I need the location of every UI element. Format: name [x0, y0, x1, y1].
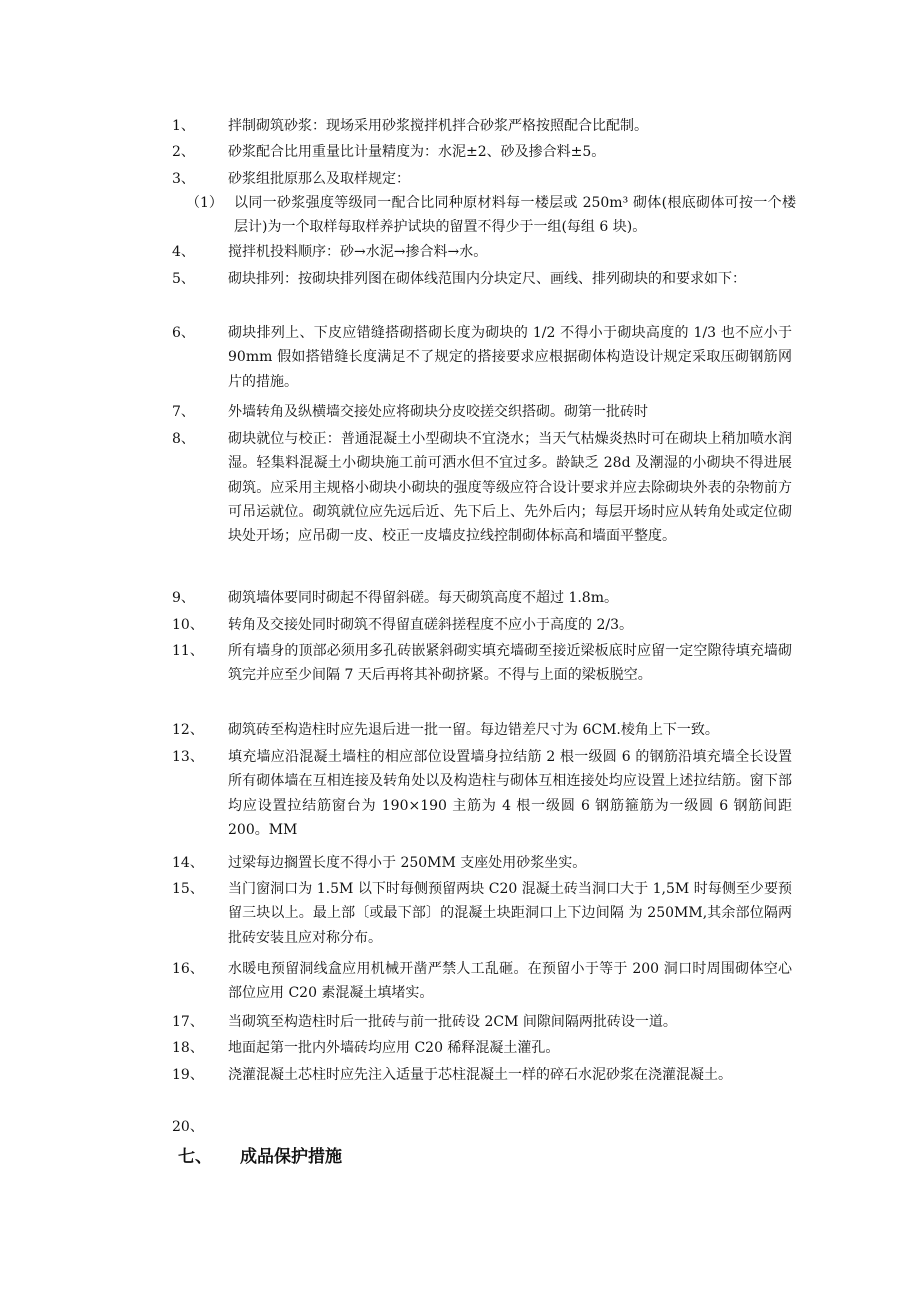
item-number: 11、: [172, 643, 204, 659]
item-number: 12、: [172, 722, 204, 738]
item-number: 4、: [172, 244, 195, 260]
item-number: 3、: [172, 171, 195, 187]
item-text: 当门窗洞口为 1.5M 以下时每侧预留两块 C20 混凝土砖当洞口大于 1,5M 时每侧至少要预留三块以上。最上部〔或最下部〕的混凝土块距洞口上下边间隔 为 250MM,其余部位隔两批砖安装且应对称分布。: [228, 881, 792, 946]
item-number: 5、: [172, 271, 195, 287]
item-number: （1）: [186, 195, 223, 211]
item-text: 砂浆组批原那么及取样规定：: [228, 171, 410, 187]
item-text: 砌筑砖至构造柱时应先退后进一批一留。每边错差尺寸为 6CM.棱角上下一致。: [228, 722, 719, 738]
section-title: 成品保护措施: [240, 1147, 342, 1167]
item-text: 砌块就位与校正：普通混凝土小型砌块不宜浇水；当天气枯燥炎热时可在砌块上稍加喷水润湿。轻集料混凝土小砌块施工前可洒水但不宜过多。龄缺乏 28d 及潮湿的小砌块不得进展砌筑。应采用主规格小砌块小砌块的强度等级应符合设计要求并应去除砌块外表的杂物前方可吊运就位。砌筑就位应先远后近、先下后上、先外后内；每层开场时应从转角处或定位砌块处开场；应吊砌一皮、校正一皮墙皮拉线控制砌体标高和墙面平整度。: [228, 431, 792, 545]
item-number: 14、: [172, 855, 204, 871]
item-number: 7、: [172, 404, 195, 420]
item-text: 地面起第一批内外墙砖均应用 C20 稀释混凝土灌孔。: [228, 1040, 560, 1056]
item-number: 18、: [172, 1040, 204, 1056]
item-text: 转角及交接处同时砌筑不得留直磋斜搓程度不应小于高度的 2/3。: [228, 617, 633, 633]
section-number: 七、: [178, 1147, 212, 1167]
item-text: 砌筑墙体要同时砌起不得留斜磋。每天砌筑高度不超过 1.8m。: [228, 590, 618, 606]
item-text: 所有墙身的顶部必须用多孔砖嵌紧斜砌实填充墙砌至接近梁板底时应留一定空隙待填充墙砌筑完并应至少间隔 7 天后再将其补砌挤紧。不得与上面的梁板脱空。: [228, 643, 792, 684]
item-text: 当砌筑至构造柱时后一批砖与前一批砖设 2CM 间隙间隔两批砖设一道。: [228, 1014, 677, 1030]
item-text: 砌块排列上、下皮应错缝搭砌搭砌长度为砌块的 1/2 不得小于砌块高度的 1/3 也不应小于 90mm 假如搭错缝长度满足不了规定的搭接要求应根据砌体构造设计规定采取压砌钢筋网片的措施。: [228, 325, 792, 390]
item-number: 9、: [172, 590, 195, 606]
item-number: 1、: [172, 118, 195, 134]
item-text: 砂浆配合比用重量比计量精度为：水泥±2、砂及掺合料±5。: [228, 144, 606, 160]
item-number: 8、: [172, 431, 195, 447]
item-text: 砌块排列：按砌块排列图在砌体线范围内分块定尺、画线、排列砌块的和要求如下：: [228, 271, 746, 287]
item-number: 19、: [172, 1067, 204, 1083]
item-number: 13、: [172, 749, 204, 765]
item-text: 外墙转角及纵横墙交接处应将砌块分皮咬搓交织搭砌。砌第一批砖时: [228, 404, 648, 420]
item-number: 6、: [172, 325, 195, 341]
item-text: 搅拌机投料顺序：砂→水泥→掺合料→水。: [228, 244, 488, 260]
item-number: 15、: [172, 881, 204, 897]
item-text: 水暖电预留洞线盒应用机械开凿严禁人工乱砸。在预留小于等于 200 洞口时周围砌体空心部位应用 C20 素混凝土填堵实。: [228, 961, 792, 1002]
item-number: 20、: [172, 1119, 204, 1135]
item-text: 以同一砂浆强度等级同一配合比同种原材料每一楼层或 250m³ 砌体(根底砌体可按一个楼层计)为一个取样每取样养护试块的留置不得少于一组(每组 6 块)。: [234, 195, 796, 236]
item-text: 拌制砌筑砂浆：现场采用砂浆搅拌机拌合砂浆严格按照配合比配制。: [228, 118, 648, 134]
item-text: 填充墙应沿混凝土墙柱的相应部位设置墙身拉结筋 2 根一级圆 6 的钢筋沿填充墙全长设置所有砌体墙在互相连接及转角处以及构造柱与砌体互相连接处均应设置上述拉结筋。窗下部均应设置拉结筋窗台为 190×190 主筋为 4 根一级圆 6 钢筋箍筋为一级圆 6 钢筋间距 200。MM: [228, 749, 792, 838]
item-text: 浇灌混凝土芯柱时应先注入适量于芯柱混凝土一样的碎石水泥砂浆在浇灌混凝土。: [228, 1067, 732, 1083]
item-number: 10、: [172, 617, 204, 633]
item-number: 17、: [172, 1014, 204, 1030]
item-text: 过梁每边搁置长度不得小于 250MM 支座处用砂浆坐实。: [228, 855, 587, 871]
item-number: 16、: [172, 961, 204, 977]
item-number: 2、: [172, 144, 195, 160]
